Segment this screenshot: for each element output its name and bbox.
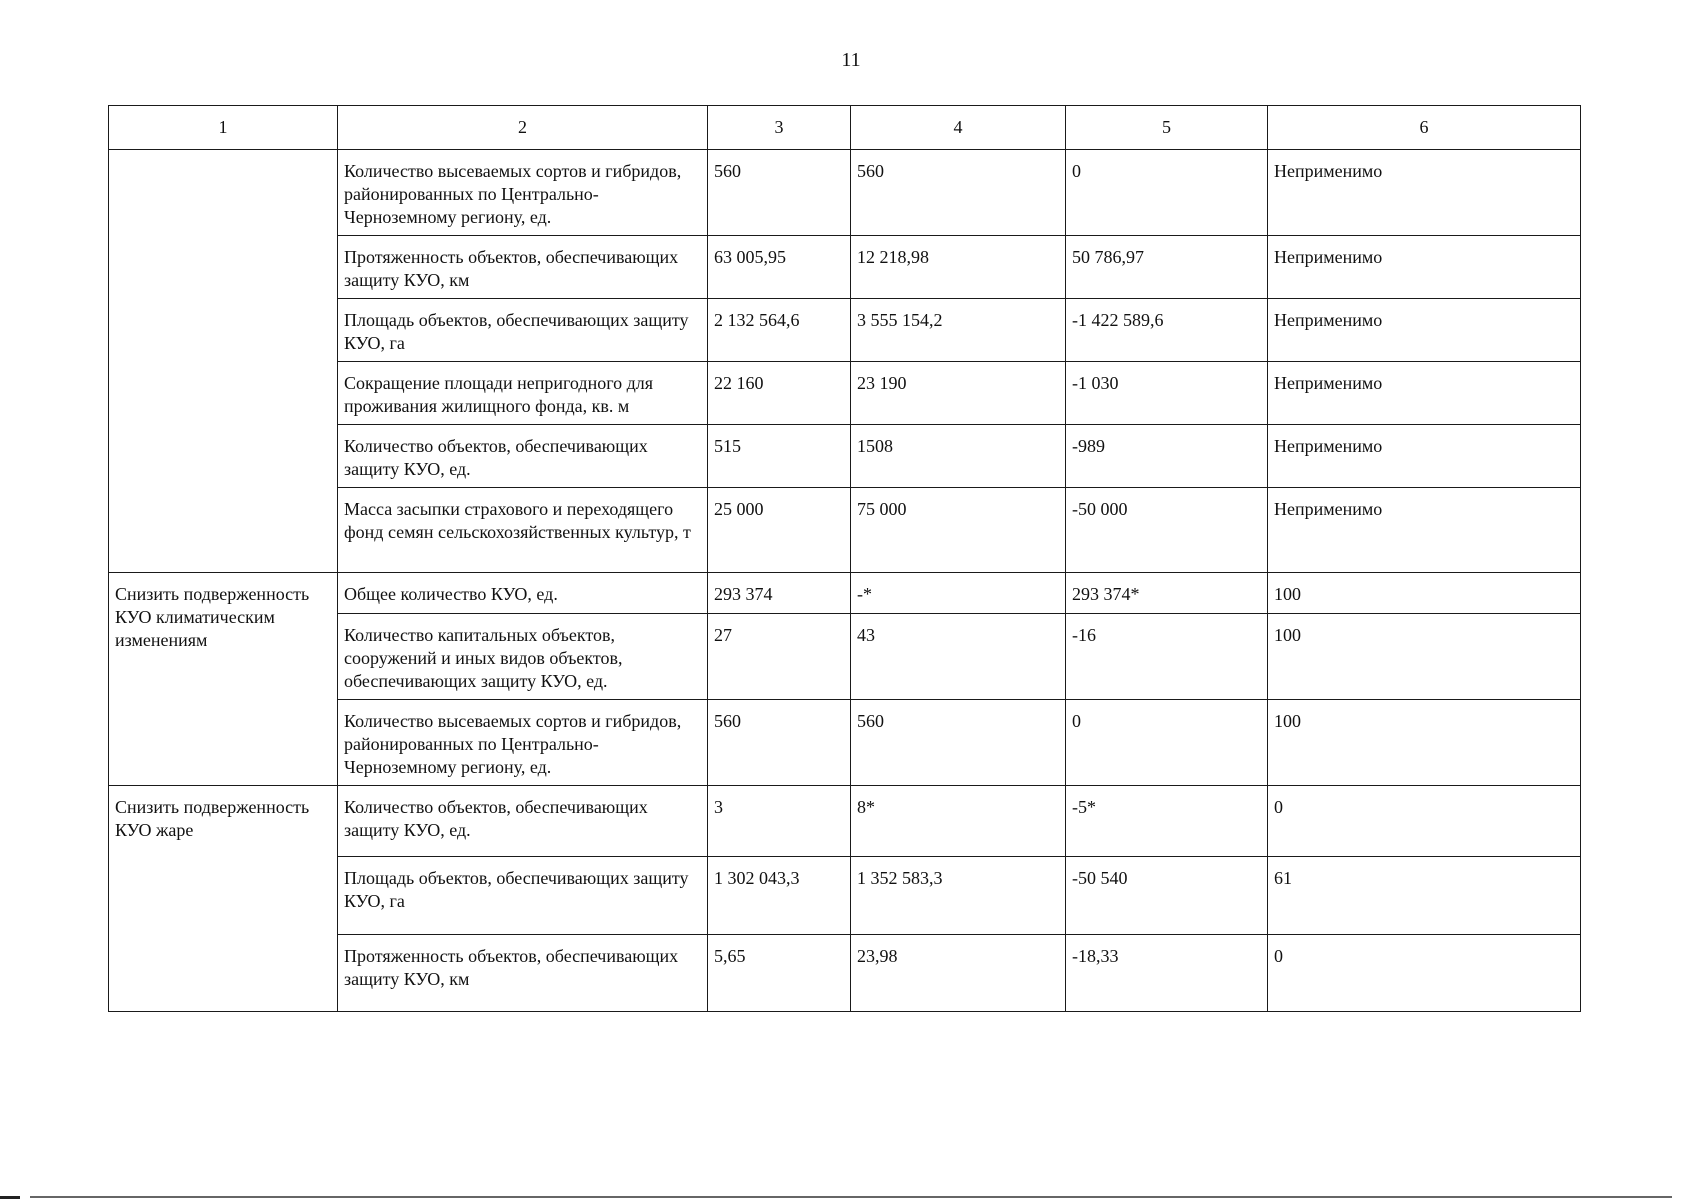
column-header-1: 1 — [109, 106, 338, 150]
indicator-name: Протяженность объектов, обеспечивающих защиту КУО, км — [338, 935, 708, 1012]
value-col-4: -* — [851, 573, 1066, 614]
value-col-4: 75 000 — [851, 488, 1066, 573]
value-col-5: -989 — [1066, 425, 1268, 488]
value-col-4: 560 — [851, 150, 1066, 236]
column-header-2: 2 — [338, 106, 708, 150]
indicator-name: Сокращение площади непригодного для проживания жилищного фонда, кв. м — [338, 362, 708, 425]
value-col-4: 23 190 — [851, 362, 1066, 425]
value-col-4: 1 352 583,3 — [851, 857, 1066, 935]
value-col-4: 560 — [851, 700, 1066, 786]
indicator-name: Площадь объектов, обеспечивающих защиту КУО, га — [338, 299, 708, 362]
value-col-5: 0 — [1066, 700, 1268, 786]
value-col-5: -1 030 — [1066, 362, 1268, 425]
value-col-3: 560 — [708, 150, 851, 236]
value-col-3: 560 — [708, 700, 851, 786]
table-row — [109, 150, 1581, 236]
column-header-5: 5 — [1066, 106, 1268, 150]
value-col-4: 3 555 154,2 — [851, 299, 1066, 362]
goal-cell: Снизить подверженность КУО климатическим изменениям — [109, 573, 338, 786]
value-col-6: Неприменимо — [1268, 299, 1581, 362]
value-col-5: -5* — [1066, 786, 1268, 857]
value-col-3: 2 132 564,6 — [708, 299, 851, 362]
value-col-5: 50 786,97 — [1066, 236, 1268, 299]
table-body — [109, 150, 1581, 1012]
value-col-5: 0 — [1066, 150, 1268, 236]
column-header-3: 3 — [708, 106, 851, 150]
value-col-4: 12 218,98 — [851, 236, 1066, 299]
indicator-name: Количество высеваемых сортов и гибридов, районированных по Центрально-Черноземному региону, ед. — [338, 150, 708, 236]
value-col-4: 23,98 — [851, 935, 1066, 1012]
header-row — [109, 106, 1581, 150]
value-col-6: 100 — [1268, 573, 1581, 614]
value-col-3: 293 374 — [708, 573, 851, 614]
value-col-4: 8* — [851, 786, 1066, 857]
value-col-5: -16 — [1066, 614, 1268, 700]
value-col-3: 1 302 043,3 — [708, 857, 851, 935]
value-col-3: 5,65 — [708, 935, 851, 1012]
table-row — [109, 786, 1581, 857]
indicator-name: Площадь объектов, обеспечивающих защиту КУО, га — [338, 857, 708, 935]
value-col-3: 63 005,95 — [708, 236, 851, 299]
goal-cell — [109, 150, 338, 573]
value-col-6: Неприменимо — [1268, 425, 1581, 488]
indicator-name: Количество объектов, обеспечивающих защиту КУО, ед. — [338, 425, 708, 488]
value-col-6: 100 — [1268, 614, 1581, 700]
indicator-name: Количество объектов, обеспечивающих защиту КУО, ед. — [338, 786, 708, 857]
value-col-5: -18,33 — [1066, 935, 1268, 1012]
indicator-name: Количество высеваемых сортов и гибридов, районированных по Центрально-Черноземному региону, ед. — [338, 700, 708, 786]
value-col-6: 100 — [1268, 700, 1581, 786]
value-col-6: 61 — [1268, 857, 1581, 935]
value-col-6: Неприменимо — [1268, 362, 1581, 425]
table-row — [109, 573, 1581, 614]
value-col-5: -50 000 — [1066, 488, 1268, 573]
value-col-6: Неприменимо — [1268, 236, 1581, 299]
value-col-6: 0 — [1268, 935, 1581, 1012]
value-col-6: 0 — [1268, 786, 1581, 857]
indicator-name: Протяженность объектов, обеспечивающих защиту КУО, км — [338, 236, 708, 299]
value-col-5: -1 422 589,6 — [1066, 299, 1268, 362]
value-col-3: 27 — [708, 614, 851, 700]
value-col-6: Неприменимо — [1268, 150, 1581, 236]
value-col-5: 293 374* — [1066, 573, 1268, 614]
page-bottom-rule — [30, 1196, 1672, 1198]
indicators-table — [108, 105, 1581, 1012]
page-number: 11 — [841, 49, 861, 71]
indicator-name: Масса засыпки страхового и переходящего фонд семян сельскохозяйственных культур, т — [338, 488, 708, 573]
value-col-4: 1508 — [851, 425, 1066, 488]
indicator-name: Количество капитальных объектов, сооружений и иных видов объектов, обеспечивающих защиту КУО, ед. — [338, 614, 708, 700]
value-col-3: 3 — [708, 786, 851, 857]
value-col-3: 25 000 — [708, 488, 851, 573]
table-header — [109, 106, 1581, 150]
value-col-3: 515 — [708, 425, 851, 488]
indicator-name: Общее количество КУО, ед. — [338, 573, 708, 614]
column-header-4: 4 — [851, 106, 1066, 150]
value-col-3: 22 160 — [708, 362, 851, 425]
value-col-5: -50 540 — [1066, 857, 1268, 935]
goal-cell: Снизить подверженность КУО жаре — [109, 786, 338, 1012]
value-col-6: Неприменимо — [1268, 488, 1581, 573]
column-header-6: 6 — [1268, 106, 1581, 150]
page-edge-mark — [0, 1196, 20, 1199]
value-col-4: 43 — [851, 614, 1066, 700]
